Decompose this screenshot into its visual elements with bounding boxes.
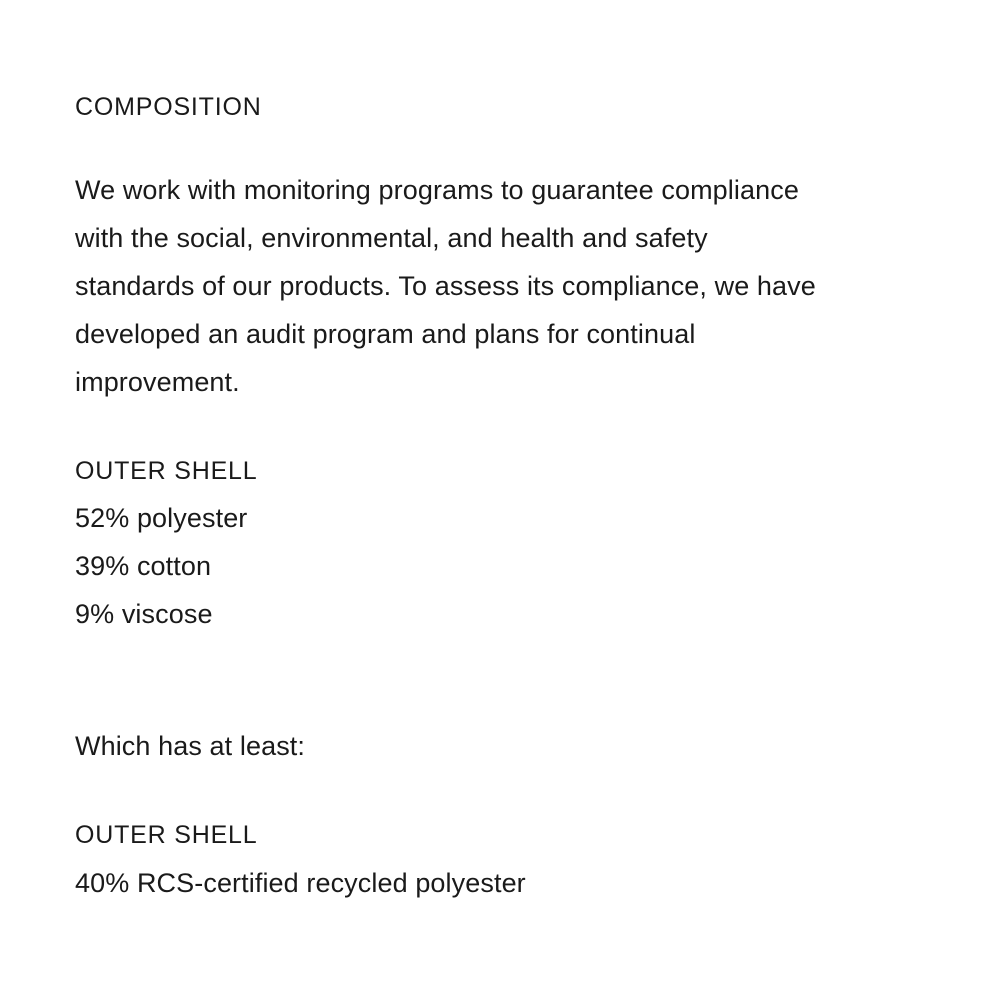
composition-title: COMPOSITION [75, 93, 262, 121]
paragraph-line: developed an audit program and plans for continual [75, 319, 696, 349]
material-item: 9% viscose [75, 599, 213, 629]
material-item: 39% cotton [75, 551, 212, 581]
certified-lead-text: Which has at least: [75, 731, 306, 761]
compliance-paragraph [75, 166, 935, 406]
paragraph-line: improvement. [75, 367, 240, 397]
composition-panel [75, 0, 935, 1000]
certified-material-item: 40% RCS-certified recycled polyester [75, 868, 526, 898]
material-item: 52% polyester [75, 503, 248, 533]
paragraph-line: We work with monitoring programs to guarantee compliance [75, 175, 799, 205]
outer-shell-heading: OUTER SHELL [75, 457, 258, 485]
certified-outer-shell-heading: OUTER SHELL [75, 821, 258, 849]
paragraph-line: with the social, environmental, and health and safety [75, 223, 708, 253]
paragraph-line: standards of our products. To assess its compliance, we have [75, 271, 816, 301]
